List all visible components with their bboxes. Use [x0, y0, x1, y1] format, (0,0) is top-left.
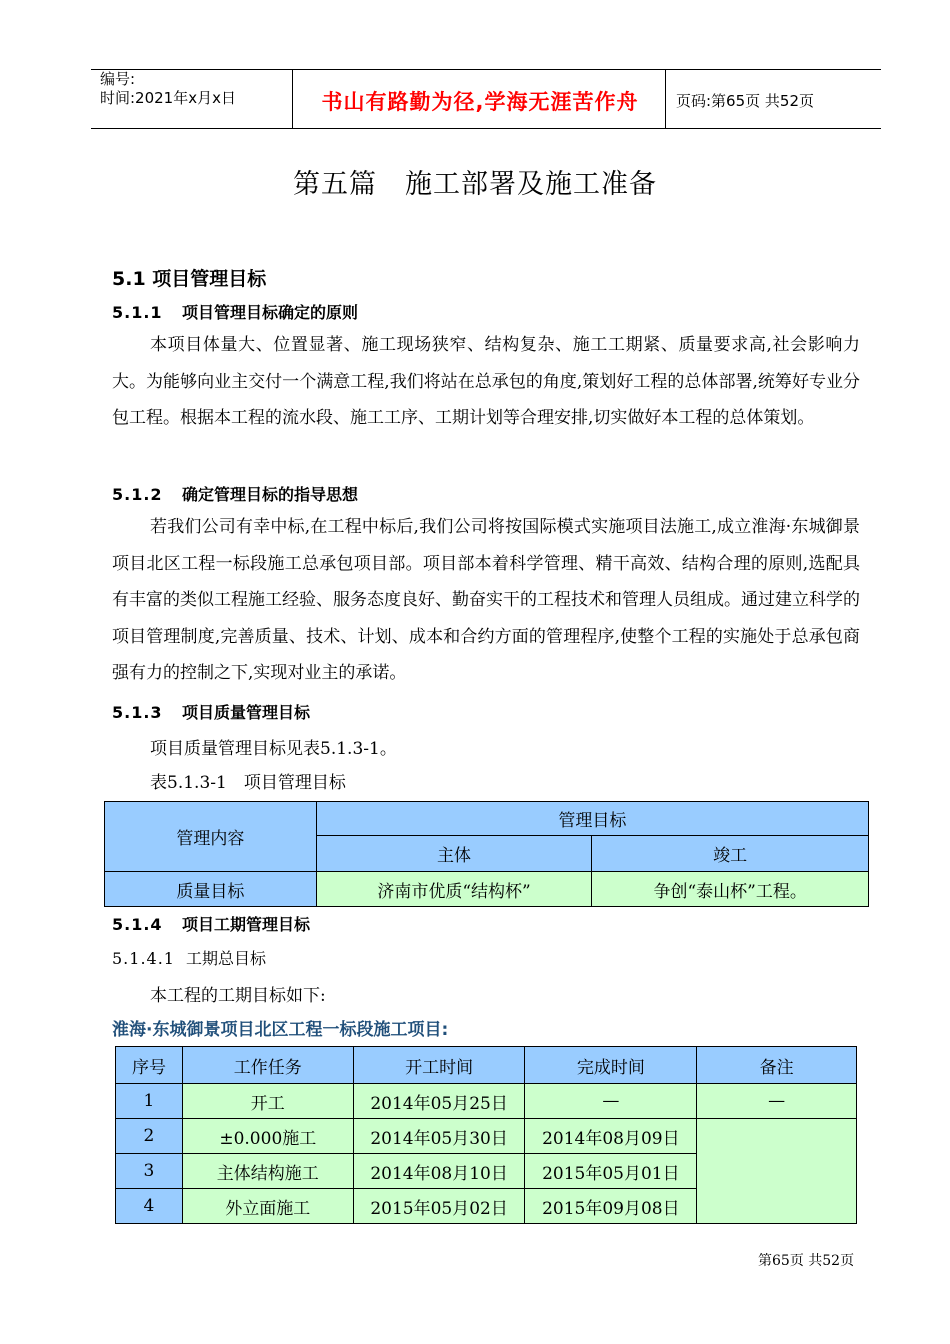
- project-title: 淮海·东城御景项目北区工程一标段施工项目:: [112, 1020, 449, 1040]
- table-row: [116, 1084, 857, 1119]
- header-cell: 主体: [316, 836, 592, 872]
- footer-page-number: 第65页 共52页: [758, 1253, 855, 1269]
- heading-title: 确定管理目标的指导思想: [182, 485, 359, 504]
- remarks-cell: [697, 1119, 857, 1224]
- table-cell: 2015年05月02日: [353, 1189, 525, 1224]
- subsection-heading-5-1-4-1: [112, 946, 266, 969]
- heading-title: 项目质量管理目标: [182, 703, 311, 722]
- header-bottom-rule: [91, 128, 881, 129]
- header-cell: 备注: [697, 1047, 857, 1084]
- time-text: 时间:2021年x月x日: [100, 89, 236, 107]
- section-heading-5-1: 5.1 项目管理目标: [112, 268, 267, 290]
- heading-number: 5.1.2: [112, 485, 163, 504]
- table-row: [116, 1119, 857, 1154]
- header-divider: [665, 69, 666, 128]
- table-cell: 2014年05月30日: [353, 1119, 525, 1154]
- heading-number: 5.1.3: [112, 703, 163, 722]
- chapter-title: 第五篇 施工部署及施工准备: [293, 169, 657, 200]
- header-meta: [100, 70, 236, 108]
- paragraph-5-1-3: 项目质量管理目标见表5.1.3-1。: [150, 739, 397, 759]
- table-cell: —: [525, 1084, 697, 1119]
- subsection-heading-5-1-1: [112, 300, 358, 323]
- subsection-heading-5-1-2: [112, 482, 358, 505]
- table-cell: 4: [116, 1189, 183, 1224]
- table-cell: ±0.000施工: [182, 1119, 353, 1154]
- table-cell: 3: [116, 1154, 183, 1189]
- header-page-info: 页码:第65页 共52页: [676, 92, 814, 110]
- table-cell: 2014年05月25日: [353, 1084, 525, 1119]
- header-cell: 完成时间: [525, 1047, 697, 1084]
- header-cell: 竣工: [592, 836, 869, 872]
- subsection-heading-5-1-3: [112, 700, 310, 723]
- paragraph-5-1-4-1: 本工程的工期目标如下:: [150, 986, 326, 1006]
- heading-number: 5.1.1: [112, 303, 163, 322]
- table-cell: —: [697, 1084, 857, 1119]
- header-cell: 序号: [116, 1047, 183, 1084]
- table-cell: 主体结构施工: [182, 1154, 353, 1189]
- table-cell: 外立面施工: [182, 1189, 353, 1224]
- table-cell: 开工: [182, 1084, 353, 1119]
- table-cell: 1: [116, 1084, 183, 1119]
- schedule-table: [115, 1046, 857, 1224]
- table-cell: 争创“泰山杯”工程。: [592, 872, 869, 907]
- table-cell: 2: [116, 1119, 183, 1154]
- table-cell: 2014年08月10日: [353, 1154, 525, 1189]
- heading-number: 5.1.4.1: [112, 949, 175, 968]
- subsection-heading-5-1-4: [112, 912, 310, 935]
- header-cell: 开工时间: [353, 1047, 525, 1084]
- paragraph-5-1-2: 若我们公司有幸中标,在工程中标后,我们公司将按国际模式实施项目法施工,成立淮海·东城御景项目北区工程一标段施工总承包项目部。项目部本着科学管理、精干高效、结构合理的原则,选配具有丰富的类似工程施工经验、服务态度良好、勤奋实干的工程技术和管理人员组成。通过建立科学的项目管理制度,完善质量、技术、计划、成本和合约方面的管理程序,使整个工程的实施处于总承包商强有力的控制之下,实现对业主的承诺。: [112, 517, 860, 683]
- table-header-row: [116, 1047, 857, 1084]
- table-cell: 2015年05月01日: [525, 1154, 697, 1189]
- serial-label: 编号:: [100, 70, 136, 88]
- heading-title: 工期总目标: [186, 949, 267, 968]
- heading-title: 项目管理目标确定的原则: [182, 303, 359, 322]
- row-label-cell: 质量目标: [105, 872, 317, 907]
- quality-target-table: [104, 801, 869, 907]
- table-cell: 2014年08月09日: [525, 1119, 697, 1154]
- paragraph-5-1-1: 本项目体量大、位置显著、施工现场狭窄、结构复杂、施工工期紧、质量要求高,社会影响力大。为能够向业主交付一个满意工程,我们将站在总承包的角度,策划好工程的总体部署,统筹好专业分包工程。根据本工程的流水段、施工工序、工期计划等合理安排,切实做好本工程的总体策划。: [112, 335, 860, 428]
- table1-caption: 表5.1.3-1 项目管理目标: [150, 773, 346, 793]
- heading-title: 项目工期管理目标: [182, 915, 311, 934]
- header-cell: 管理目标: [316, 802, 868, 836]
- heading-number: 5.1.4: [112, 915, 163, 934]
- table-cell: 济南市优质“结构杯”: [316, 872, 592, 907]
- header-cell: 管理内容: [105, 802, 317, 872]
- header-cell: 工作任务: [182, 1047, 353, 1084]
- header-divider: [292, 69, 293, 128]
- table-cell: 2015年09月08日: [525, 1189, 697, 1224]
- header-motto: 书山有路勤为径,学海无涯苦作舟: [321, 90, 639, 114]
